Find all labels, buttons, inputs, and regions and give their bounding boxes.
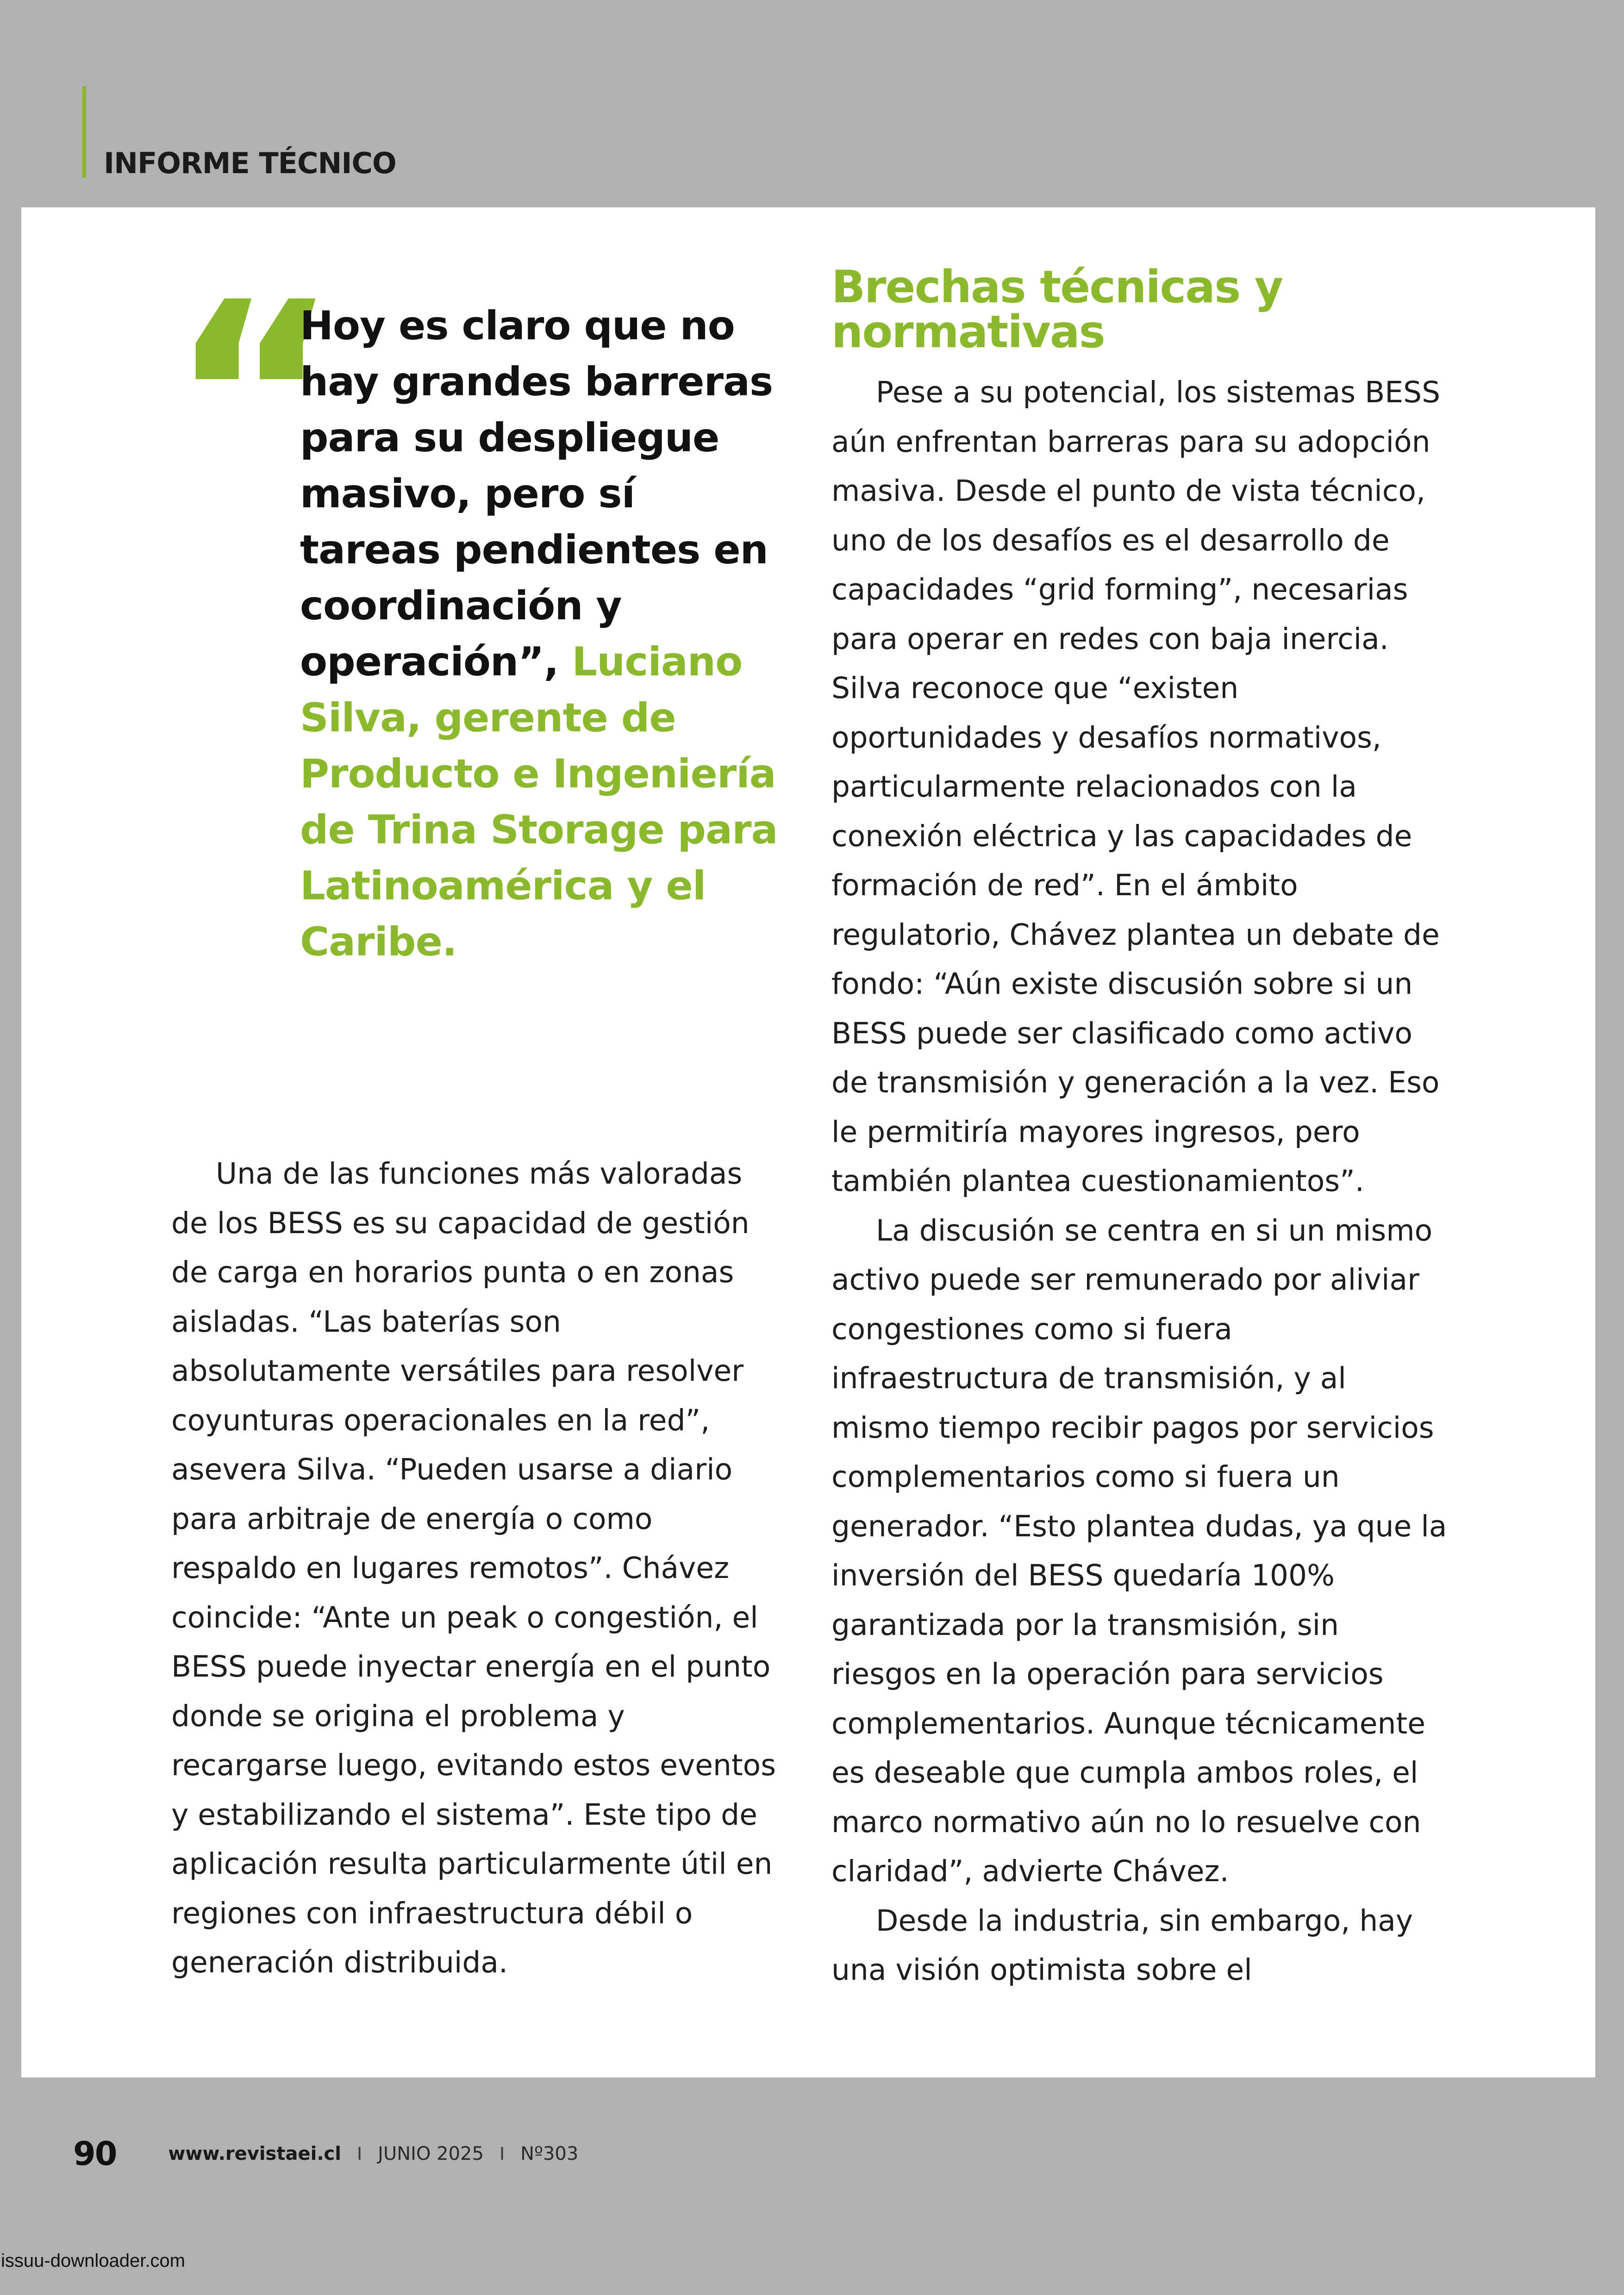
- right-paragraph-1: Pese a su potencial, los sistemas BESS aún enfrentan barreras para su adopción masiva. Desde el punto de vista técnico, uno de los desafíos es el desarrollo de capacidades “grid forming”, necesarias para operar en redes con baja inercia. Silva reconoce que “existen oportunidades y desafíos normativos, particularmente relacionados con la conexión eléctrica y las capacidades de formación de red”. En el ámbito regulatorio, Chávez plantea un debate de fondo: “Aún existe discusión sobre si un BESS puede ser clasificado como activo de transmisión y generación a la vez. Eso le permitiría mayores ingresos, pero también plantea cuestionamientos”.: [831, 375, 1441, 1198]
- right-paragraph-3: Desde la industria, sin embargo, hay una visión optimista sobre el: [831, 1903, 1413, 1987]
- footer-separator: I: [499, 2144, 505, 2164]
- left-paragraph-1: Una de las funciones más valoradas de los BESS es su capacidad de gestión de carga en horarios punta o en zonas aisladas. “Las baterías son absolutamente versátiles para resolver coyunturas operacionales en la red”, asevera Silva. “Pueden usarse a diario para arbitraje de energía o como respaldo en lugares remotos”. Chávez coincide: “Ante un peak o congestión, el BESS puede inyectar energía en el punto donde se origina el problema y recargarse luego, evitando estos eventos y estabilizando el sistema”. Este tipo de aplicación resulta particularmente útil en regiones con infraestructura débil o generación distribuida.: [171, 1157, 776, 1979]
- right-paragraph-2: La discusión se centra en si un mismo activo puede ser remunerado por aliviar congestiones como si fuera infraestructura de transmisión, y al mismo tiempo recibir pagos por servicios complementarios como si fuera un generador. “Esto plantea dudas, ya que la inversión del BESS quedaría 100% garantizada por la transmisión, sin riesgos en la operación para servicios complementarios. Aunque técnicamente es deseable que cumpla ambos roles, el marco normativo aún no lo resuelve con claridad”, advierte Chávez.: [831, 1213, 1447, 1888]
- section-heading: Brechas técnicas y normativas: [831, 261, 1283, 358]
- right-column: [831, 368, 1447, 1995]
- quote-mark-icon: “: [169, 247, 326, 549]
- footer-separator: I: [356, 2144, 362, 2164]
- section-label: INFORME TÉCNICO: [104, 146, 396, 180]
- pull-quote-attribution: Luciano Silva, gerente de Producto e Ingeniería de Trina Storage para Latinoamérica y el Caribe.: [300, 639, 778, 965]
- watermark: issuu-downloader.com: [1, 2251, 185, 2271]
- pull-quote: [300, 298, 781, 970]
- issue-number: Nº303: [520, 2143, 579, 2164]
- pull-quote-text: Hoy es claro que no hay grandes barreras para su despliegue masivo, pero sí tareas pendientes en coordinación y operación”,: [300, 303, 773, 685]
- page-number: 90: [73, 2135, 117, 2173]
- page-footer: [73, 2133, 578, 2175]
- section-accent-bar: [82, 86, 86, 178]
- website-link[interactable]: www.revistaei.cl: [168, 2143, 341, 2164]
- left-column: [171, 1149, 787, 1988]
- issue-date: JUNIO 2025: [378, 2143, 484, 2164]
